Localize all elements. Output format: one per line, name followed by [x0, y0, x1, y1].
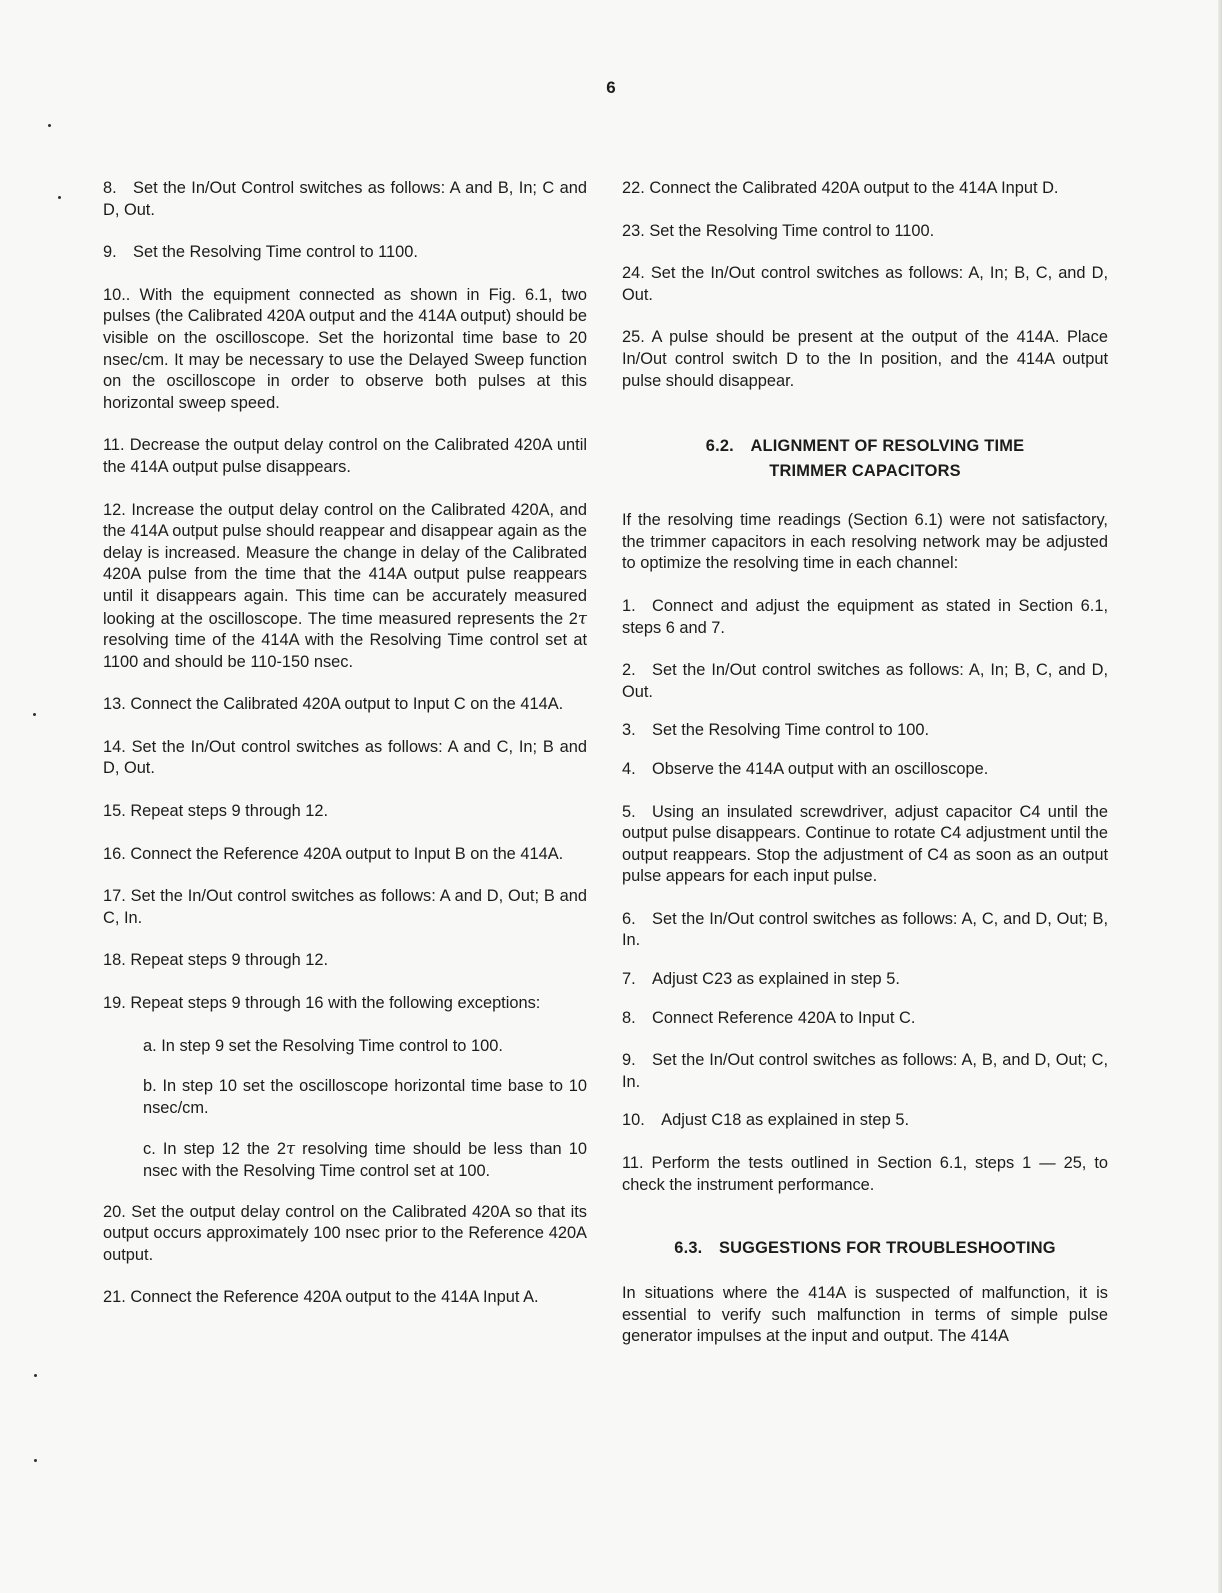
align-step-9: 9. Set the In/Out control switches as follows: A, B, and D, Out; C, In. [622, 1051, 1108, 1091]
dust-speck [58, 196, 61, 199]
step-12-text-a: 12. Increase the output delay control on the Calibrated 420A, and the 414A output pulse should reappear and disappear again as the delay is increased. Measure the change in delay of the Calibrated 420A pulse from the time that the 414A output pulse reappears until it disappears again. This time can be accurately measured looking at the oscilloscope. The time measured represents the 2 [103, 500, 587, 628]
step-19: 19. Repeat steps 9 through 16 with the following exceptions: [103, 994, 541, 1013]
step-12-text-b: resolving time of the 414A with the Resolving Time control set at 1100 and should be 110-150 nsec. [103, 631, 587, 671]
tau-symbol: τ [577, 608, 587, 628]
page-number: 6 [606, 78, 616, 97]
step-19c [143, 1138, 587, 1182]
step-21: 21. Connect the Reference 420A output to the 414A Input A. [103, 1288, 539, 1307]
section-6-2-heading [622, 434, 1108, 484]
section-6-3-intro: In situations where the 414A is suspected of malfunction, it is essential to verify such malfunction in terms of simple pulse generator impulses at the input and output. The 414A [622, 1284, 1108, 1346]
section-6-2-heading-line-1: 6.2. ALIGNMENT OF RESOLVING TIME [705, 437, 1025, 456]
step-13: 13. Connect the Calibrated 420A output to Input C on the 414A. [103, 695, 564, 714]
dust-speck [34, 1374, 37, 1377]
step-14: 14. Set the In/Out control switches as follows: A and C, In; B and D, Out. [103, 737, 587, 778]
step-16: 16. Connect the Reference 420A output to Input B on the 414A. [103, 844, 564, 863]
step-10: 10.. With the equipment connected as shown in Fig. 6.1, two pulses (the Calibrated 420A output and the 414A output) should be visible on the oscilloscope. Set the horizontal time base to 20 nsec/cm. It may be necessary to use the Delayed Sweep function on the oscilloscope in order to observe both pulses at this horizontal sweep speed. [103, 285, 587, 412]
tau-symbol: τ [285, 1139, 296, 1159]
align-step-2: 2. Set the In/Out control switches as follows: A, In; B, C, and D, Out. [622, 661, 1108, 701]
right-column [622, 178, 1108, 1369]
align-step-8: 8. Connect Reference 420A to Input C. [622, 1008, 916, 1027]
step-8: 8. Set the In/Out Control switches as follows: A and B, In; C and D, Out. [103, 179, 587, 219]
align-step-10: 10. Adjust C18 as explained in step 5. [622, 1111, 910, 1130]
step-25: 25. A pulse should be present at the output of the 414A. Place In/Out control switch D to the In position, and the 414A output pulse should disappear. [622, 328, 1108, 390]
section-6-2-intro: If the resolving time readings (Section 6.1) were not satisfactory, the trimmer capacitors in each resolving network may be adjusted to optimize the resolving time in each channel: [622, 511, 1108, 573]
dust-speck [33, 713, 36, 716]
align-step-3: 3. Set the Resolving Time control to 100. [622, 721, 930, 740]
step-24: 24. Set the In/Out control switches as follows: A, In; B, C, and D, Out. [622, 264, 1108, 304]
dust-speck [48, 124, 51, 127]
align-step-4: 4. Observe the 414A output with an oscilloscope. [622, 759, 989, 778]
step-17: 17. Set the In/Out control switches as follows: A and D, Out; B and C, In. [103, 887, 587, 927]
align-step-1: 1. Connect and adjust the equipment as stated in Section 6.1, steps 6 and 7. [622, 596, 1108, 637]
step-18: 18. Repeat steps 9 through 12. [103, 951, 329, 970]
align-step-6: 6. Set the In/Out control switches as follows: A, C, and D, Out; B, In. [622, 909, 1108, 950]
left-column [103, 178, 587, 1330]
step-19b: b. In step 10 set the oscilloscope horizontal time base to 10 nsec/cm. [143, 1077, 587, 1117]
step-11: 11. Decrease the output delay control on the Calibrated 420A until the 414A output pulse disappears. [103, 436, 587, 476]
step-22: 22. Connect the Calibrated 420A output to the 414A Input D. [622, 179, 1059, 197]
step-12 [103, 500, 587, 674]
step-9: 9. Set the Resolving Time control to 1100. [103, 243, 418, 262]
dust-speck [34, 1459, 37, 1462]
step-20: 20. Set the output delay control on the Calibrated 420A so that its output occurs approximately 100 nsec prior to the Reference 420A output. [103, 1202, 587, 1264]
step-19a: a. In step 9 set the Resolving Time control to 100. [143, 1036, 503, 1055]
align-step-5: 5. Using an insulated screwdriver, adjust capacitor C4 until the output pulse disappears. Continue to rotate C4 adjustment until the output reappears. Stop the adjustment of C4 as soon as an output pulse appears for each input pulse. [622, 802, 1108, 886]
step-19c-text-b: resolving time should be less than 10 nsec with the Resolving Time control set at 100. [143, 1140, 587, 1180]
align-step-11: 11. Perform the tests outlined in Section 6.1, steps 1 — 25, to check the instrument performance. [622, 1154, 1108, 1194]
page-edge-shadow [1218, 0, 1222, 1593]
step-23: 23. Set the Resolving Time control to 1100. [622, 221, 935, 240]
step-15: 15. Repeat steps 9 through 12. [103, 802, 329, 821]
align-step-7: 7. Adjust C23 as explained in step 5. [622, 970, 900, 989]
section-6-3-heading: 6.3. SUGGESTIONS FOR TROUBLESHOOTING [674, 1239, 1056, 1258]
step-19c-text-a: c. In step 12 the 2 [143, 1140, 286, 1159]
section-6-2-heading-line-2: TRIMMER CAPACITORS [769, 462, 961, 481]
